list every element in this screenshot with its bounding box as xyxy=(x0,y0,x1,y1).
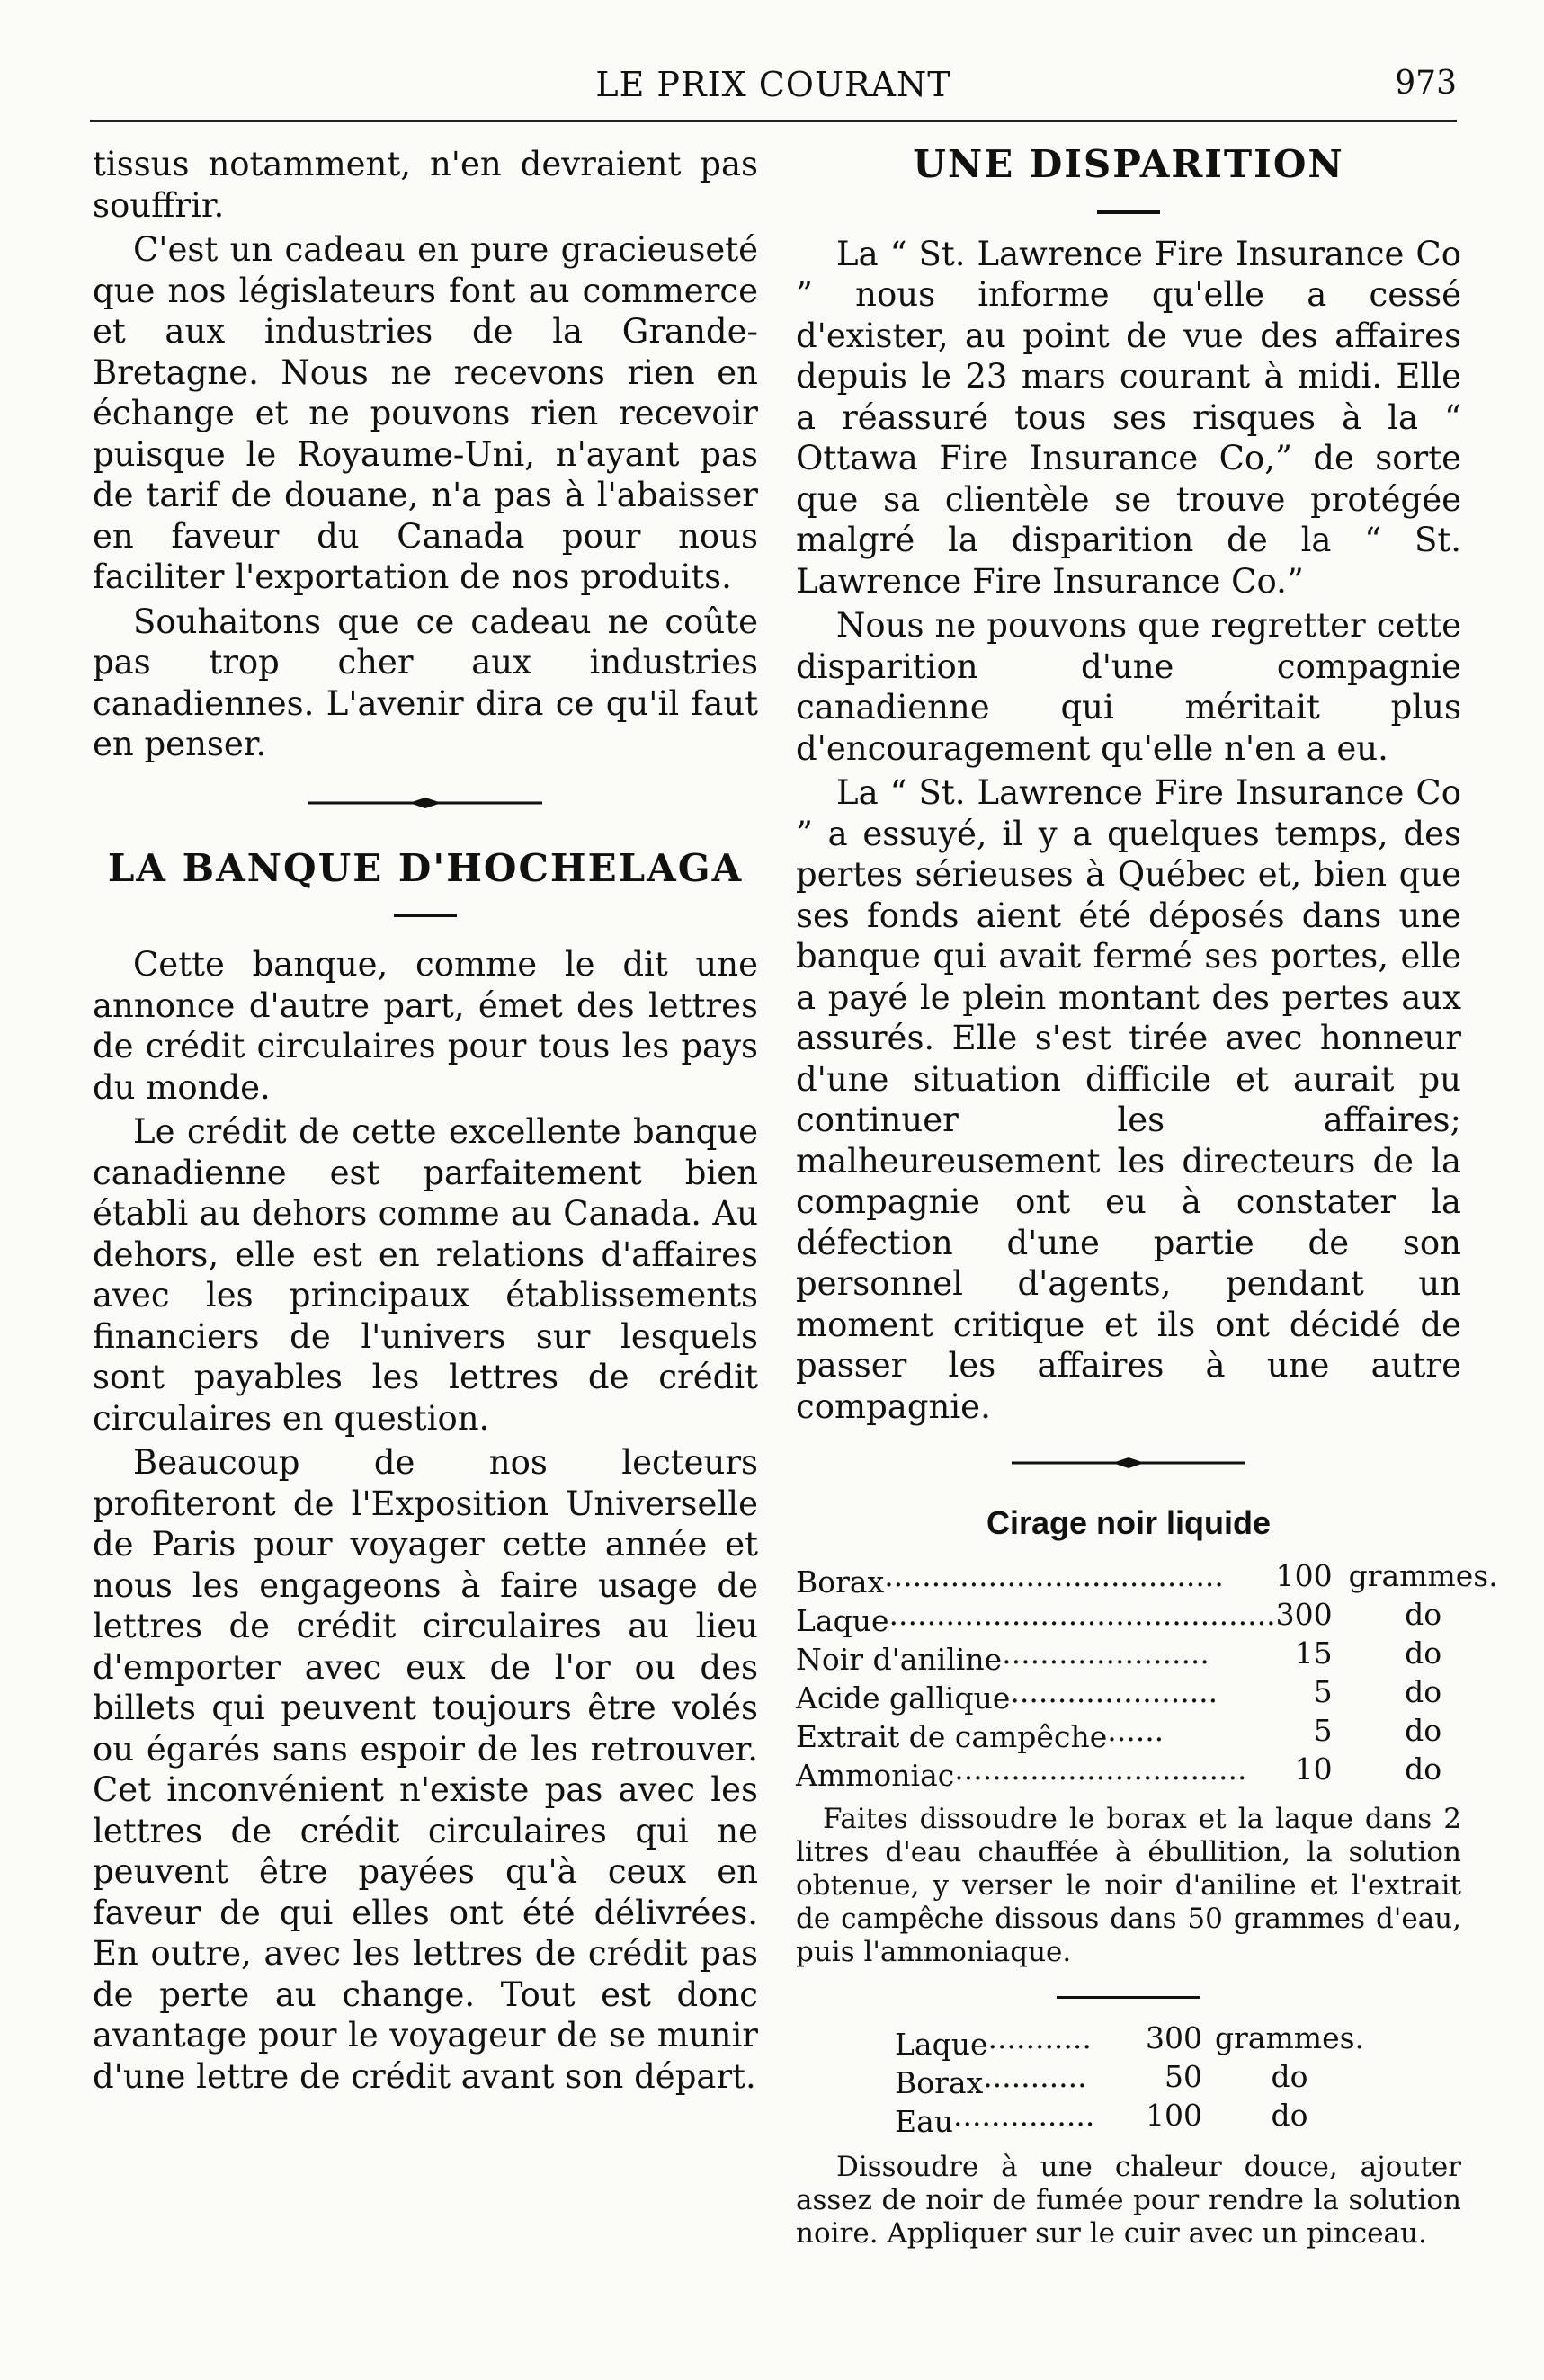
recipe-instructions-1: Faites dissoudre le borax et la laque dans 2 litres d'eau chauffée à ébullition, la solution obtenue, y verser le noir d'aniline et l'extrait de campêche dissous dans 50 grammes d'eau, puis l'ammoniaque. xyxy=(796,1802,1461,1968)
recipe-row xyxy=(895,2022,1366,2061)
ingredient-qty: 10 xyxy=(1294,1751,1333,1787)
ingredient-name: Eau xyxy=(895,2103,954,2139)
recipe-table-2 xyxy=(895,2019,1366,2139)
recipe-table-1 xyxy=(796,1557,1498,1793)
ingredient-unit: do xyxy=(1405,1635,1442,1671)
header-rule xyxy=(90,120,1457,122)
ornament-divider xyxy=(308,796,542,810)
recipe-row xyxy=(895,2061,1366,2099)
left-paragraph: Souhaitons que ce cadeau ne coûte pas trop cher aux industries canadiennes. L'avenir dira ce qu'il faut en penser. xyxy=(93,602,758,763)
ingredient-qty: 100 xyxy=(1275,1557,1333,1593)
ingredient-unit: do xyxy=(1271,2058,1308,2094)
ingredient-name: Laque xyxy=(796,1602,889,1638)
left-paragraph: tissus notamment, n'en devraient pas souffrir. xyxy=(93,145,758,225)
recipe-row xyxy=(895,2099,1366,2138)
page-number: 973 xyxy=(1395,65,1457,102)
ingredient-unit: do xyxy=(1405,1673,1442,1709)
right-paragraph: Nous ne pouvons que regretter cette disparition d'une compagnie canadienne qui méritait plus d'encouragement qu'elle n'en a eu. xyxy=(796,606,1461,768)
leader-dots: ............... xyxy=(953,2099,1095,2132)
ingredient-qty: 15 xyxy=(1294,1635,1333,1671)
recipe-instructions-2: Dissoudre à une chaleur douce, ajouter assez de noir de fumée pour rendre la solution noire. Appliquer sur le cuir avec un pinceau. xyxy=(796,2150,1461,2250)
recipe-row xyxy=(796,1637,1498,1676)
ingredient-name: Noir d'aniline xyxy=(796,1641,1003,1677)
ingredient-unit: grammes. xyxy=(1348,1557,1498,1593)
left-column xyxy=(93,144,758,2100)
right-paragraph: La “ St. Lawrence Fire Insurance Co ” a essuyé, il y a quelques temps, des pertes sérieuses à Québec et, bien que ses fonds aient été déposés dans une banque qui avait fermé ses portes, elle a payé le plein montant des pertes aux assurés. Elle s'est tirée avec honneur d'une situation difficile et aurait pu continuer les affaires; malheureusement les directeurs de la compagnie ont eu à constater la défection d'une partie de son personnel d'agents, pendant un moment critique et ils ont décidé de passer les affaires à une autre compagnie. xyxy=(796,773,1461,1426)
recipe-row xyxy=(796,1715,1498,1753)
leader-dots: ...................... xyxy=(1002,1636,1209,1670)
ingredient-qty: 100 xyxy=(1146,2097,1202,2133)
ingredient-unit: grammes. xyxy=(1214,2019,1365,2055)
leader-dots: .................................... xyxy=(884,1559,1224,1592)
left-paragraph: C'est un cadeau en pure gracieuseté que nos législateurs font au commerce et aux industries de la Grande-Bretagne. Nous ne recevons rien en échange et ne pouvons rien recevoir puisque le Royaume-Uni, n'ayant pas de tarif de douane, n'a pas à l'abaisser en faveur du Canada pour nous faciliter l'exportation de nos produits. xyxy=(93,230,758,596)
left-paragraph: Beaucoup de nos lecteurs profiteront de l'Exposition Universelle de Paris pour voyager cette année et nous les engageons à faire usage de lettres de crédit circulaires au lieu d'emporter avec eux de l'or ou des billets qui peuvent toujours être volés ou égarés sans espoir de les retrouver. Cet inconvénient n'existe pas avec les lettres de crédit circulaires qui ne peuvent être payées qu'à ceux en faveur de qui elles ont été délivrées. En outre, avec les lettres de crédit pas de perte au change. Tout est donc avantage pour le voyageur de se munir d'une lettre de crédit avant son départ. xyxy=(93,1443,758,2096)
journal-title: LE PRIX COURANT xyxy=(595,65,951,104)
page-header xyxy=(90,52,1457,106)
right-column xyxy=(796,142,1498,2254)
ornament-divider xyxy=(1012,1456,1245,1470)
left-paragraph: Le crédit de cette excellente banque canadienne est parfaitement bien établi au dehors comme au Canada. Au dehors, elle est en relations d'affaires avec les principaux établissements financiers de l'univers sur lesquels sont payables les lettres de crédit circulaires en question. xyxy=(93,1112,758,1438)
recipe-title: Cirage noir liquide xyxy=(986,1504,1272,1541)
section-title-disparition: UNE DISPARITION xyxy=(913,142,1344,186)
ingredient-unit: do xyxy=(1405,1751,1442,1787)
ingredient-qty: 50 xyxy=(1165,2058,1202,2094)
ingredient-unit: do xyxy=(1405,1596,1442,1632)
ingredient-name: Ammoniac xyxy=(796,1757,955,1793)
ingredient-qty: 300 xyxy=(1275,1596,1333,1632)
ingredient-qty: 5 xyxy=(1313,1673,1333,1709)
recipe-row xyxy=(796,1560,1498,1599)
leader-dots: ......................................... xyxy=(888,1598,1276,1631)
leader-dots: ........... xyxy=(987,2021,1092,2055)
recipe-row xyxy=(796,1676,1498,1715)
ingredient-name: Borax xyxy=(796,1564,885,1600)
recipe-row xyxy=(796,1753,1498,1792)
left-paragraph: Cette banque, comme le dit une annonce d'autre part, émet des lettres de crédit circulaires pour tous les pays du monde. xyxy=(93,945,758,1107)
ingredient-unit: do xyxy=(1405,1712,1442,1748)
ingredient-qty: 300 xyxy=(1146,2019,1202,2055)
recipe-row xyxy=(796,1599,1498,1637)
section-title-banque: LA BANQUE D'HOCHELAGA xyxy=(107,845,744,890)
right-paragraph: La “ St. Lawrence Fire Insurance Co ” nous informe qu'elle a cessé d'exister, au point de vue des affaires depuis le 23 mars courant à midi. Elle a réassuré tous ses risques à la “ Ottawa Fire Insurance Co,” de sorte que sa clientèle se trouve protégée malgré la disparition de la “ St. Lawrence Fire Insurance Co.” xyxy=(796,234,1461,601)
leader-dots: ...................... xyxy=(1010,1675,1218,1708)
ingredient-name: Borax xyxy=(895,2064,984,2100)
ingredient-unit: do xyxy=(1271,2097,1308,2133)
ingredient-name: Extrait de campêche xyxy=(796,1718,1108,1754)
leader-dots: ...... xyxy=(1107,1714,1165,1747)
leader-dots: ........... xyxy=(983,2060,1087,2093)
ingredient-name: Acide gallique xyxy=(796,1680,1011,1716)
ingredient-qty: 5 xyxy=(1313,1712,1333,1748)
ingredient-name: Laque xyxy=(895,2026,988,2062)
leader-dots: ............................... xyxy=(954,1752,1247,1786)
